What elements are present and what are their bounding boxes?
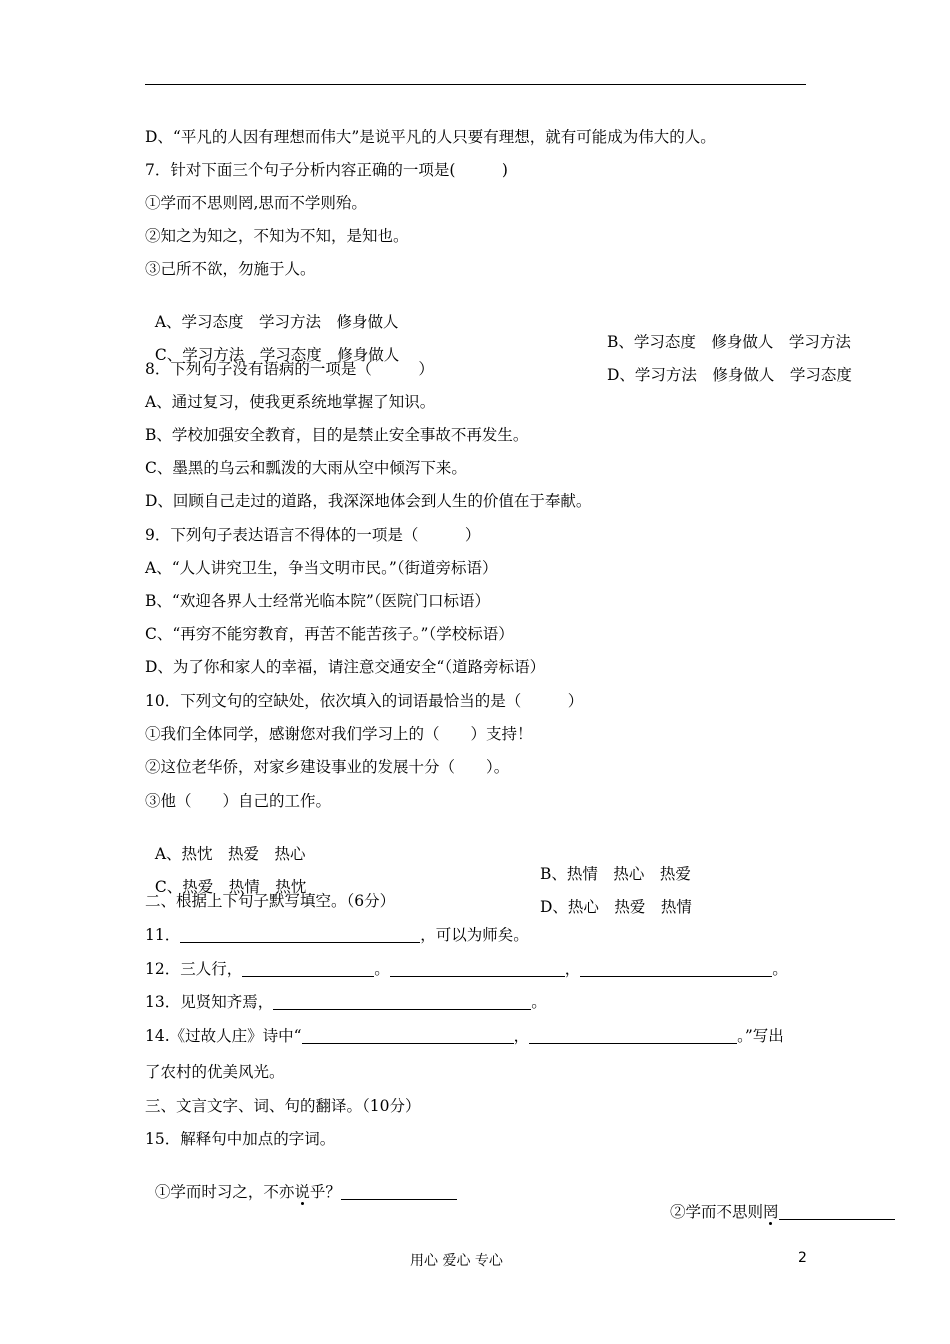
q15-item-2-text: ②学而不思则 [670, 1203, 764, 1221]
q12-punct-1: 。 [374, 960, 390, 978]
q12-answer-blank-3[interactable] [580, 960, 772, 977]
q14-punct-1: ， [513, 1027, 530, 1045]
q14-text: 14.《过故人庄》诗中“ [145, 1027, 302, 1045]
q8-option-d: D、回顾自己走过的道路，我深深地体会到人生的价值在于奉献。 [145, 492, 592, 510]
q15-items [145, 1162, 779, 1222]
q15-item-1-text-end: 乎？ [309, 1183, 341, 1201]
q9-option-d: D、为了你和家人的幸福，请注意交通安全“（道路旁标语） [145, 658, 546, 676]
question-7: 7．针对下面三个句子分析内容正确的一项是( ) [145, 161, 508, 179]
q9-option-b: B、“欢迎各界人士经常光临本院”（医院门口标语） [145, 592, 490, 610]
q7-sentence-2: ②知之为知之，不知为不知，是知也。 [145, 227, 409, 245]
q10-sentence-2: ②这位老华侨，对家乡建设事业的发展十分（ ）。 [145, 758, 510, 776]
q14-answer-blank-2[interactable] [529, 1027, 737, 1044]
q13-punct: 。 [531, 993, 547, 1011]
q7-option-a: A、学习态度 学习方法 修身做人 [154, 313, 399, 331]
question-15: 15．解释句中加点的字词。 [145, 1130, 336, 1148]
question-14 [145, 1026, 784, 1046]
q8-option-c: C、墨黑的乌云和瓢泼的大雨从空中倾泻下来。 [145, 459, 467, 477]
q7-option-b: B、学习态度 修身做人 学习方法 [607, 333, 851, 351]
q14-text-end: 。”写出 [737, 1027, 784, 1045]
q15-item-2-dotted-char: 罔 [763, 1203, 779, 1221]
q10-option-d: D、热心 热爱 热情 [540, 898, 692, 916]
header-rule [145, 84, 806, 85]
q15-item-2 [670, 1202, 895, 1222]
question-8: 8．下列句子没有语病的一项是（ ） [145, 360, 434, 378]
q12-answer-blank-2[interactable] [390, 960, 565, 977]
q8-option-b: B、学校加强安全教育，目的是禁止安全事故不再发生。 [145, 426, 529, 444]
question-13 [145, 992, 547, 1012]
q15-item-1 [155, 1183, 457, 1201]
footer-motto: 用心 爱心 专心 [410, 1253, 503, 1269]
q11-number: 11． [145, 926, 181, 944]
q8-option-a: A、通过复习，使我更系统地掌握了知识。 [145, 393, 436, 411]
q12-punct-2: ， [564, 960, 581, 978]
q13-answer-blank[interactable] [273, 993, 531, 1010]
q12-punct-3: 。 [772, 960, 788, 978]
section-2-heading: 二、根据上下句子默写填空。（6分） [145, 892, 396, 910]
question-12 [145, 959, 788, 979]
q9-option-a: A、“人人讲究卫生，争当文明市民。”（街道旁标语） [145, 559, 498, 577]
question-9: 9．下列句子表达语言不得体的一项是（ ） [145, 526, 481, 544]
q10-option-b: B、热情 热心 热爱 [540, 865, 691, 883]
q7-sentence-3: ③己所不欲，勿施于人。 [145, 260, 316, 278]
q13-text: 13．见贤知齐焉， [145, 993, 274, 1011]
q7-option-c: C、学习方法 学习态度 修身做人 [154, 346, 400, 364]
q12-text: 12．三人行， [145, 960, 243, 978]
q10-sentence-1: ①我们全体同学，感谢您对我们学习上的（ ）支持！ [145, 725, 533, 743]
option-d-prev: D、“平凡的人因有理想而伟大”是说平凡的人只要有理想，就有可能成为伟大的人。 [145, 128, 716, 146]
q10-option-a: A、热忱 热爱 热心 [154, 845, 306, 863]
q14-continuation: 了农村的优美风光。 [145, 1063, 285, 1081]
q7-option-d: D、学习方法 修身做人 学习态度 [607, 366, 852, 384]
q15-item-2-blank[interactable] [779, 1203, 895, 1220]
q10-sentence-3: ③他（ ）自己的工作。 [145, 792, 332, 810]
question-10: 10．下列文句的空缺处，依次填入的词语最恰当的是（ ） [145, 692, 584, 710]
q14-answer-blank-1[interactable] [302, 1027, 514, 1044]
q12-answer-blank-1[interactable] [242, 960, 374, 977]
page-number: 2 [798, 1250, 807, 1266]
q9-option-c: C、“再穷不能穷教育，再苦不能苦孩子。”（学校标语） [145, 625, 514, 643]
q15-item-1-blank[interactable] [341, 1183, 457, 1200]
q15-item-1-dotted-char: 说 [294, 1183, 310, 1201]
q11-text: ，可以为师矣。 [420, 926, 529, 944]
q15-item-1-text: ①学而时习之，不亦 [154, 1183, 295, 1201]
q7-sentence-1: ①学而不思则罔,思而不学则殆。 [145, 194, 367, 212]
question-11 [145, 925, 529, 945]
q10-option-c: C、热爱 热情 热忱 [154, 878, 307, 896]
section-3-heading: 三、文言文字、词、句的翻译。（10分） [145, 1097, 421, 1115]
q11-answer-blank[interactable] [180, 926, 420, 943]
